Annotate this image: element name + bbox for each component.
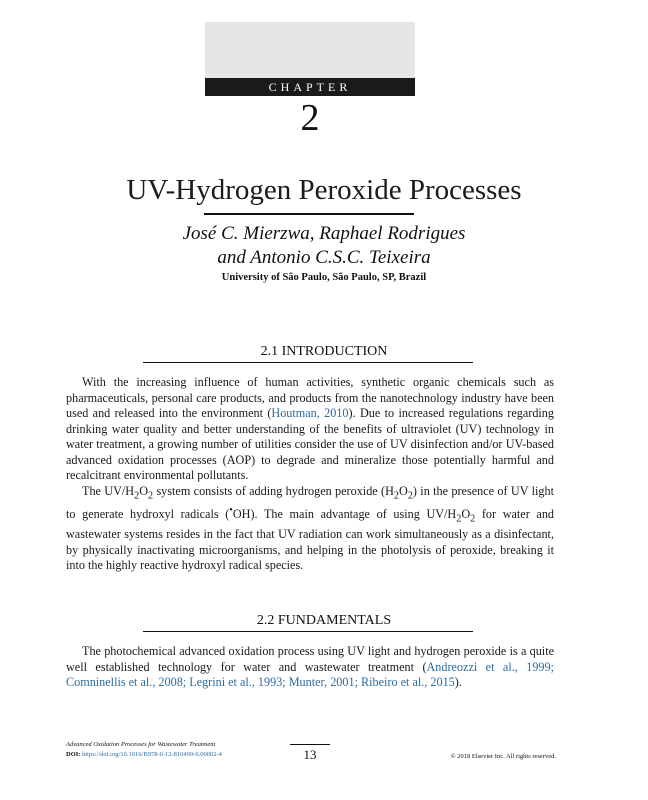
introduction-body: [66, 375, 554, 574]
copyright: © 2018 Elsevier Inc. All rights reserved.: [450, 753, 556, 760]
section-rule: [143, 362, 473, 363]
authors: [0, 222, 648, 270]
doi-line: DOI: https://doi.org/10.1016/B978-0-12-810499-6.00002-4: [66, 751, 222, 758]
fundamentals-body: [66, 644, 554, 691]
chapter-title: UV-Hydrogen Peroxide Processes: [126, 174, 522, 206]
page-number: 13: [303, 747, 317, 762]
section-heading-introduction: 2.1 INTRODUCTION: [260, 344, 388, 359]
book-title: Advanced Oxidation Processes for Wastewater Treatment: [66, 741, 216, 748]
footer-rule: [290, 744, 330, 745]
paragraph: The photochemical advanced oxidation process using UV light and hydrogen peroxide is a quite well established technology for water and wastewater treatment (Andreozzi et al., 1999; Comninellis et al., 2008; Legrini et al., 1993; Munter, 2001; Ribeiro et al., 2015).: [66, 644, 554, 689]
citation-link[interactable]: Houtman, 2010: [271, 406, 349, 420]
paragraph: The $UV/H_2O_2$ system consists of adding hydrogen peroxide $(H_2O_2)$ in the presence of UV light to generate hydroxyl radicals (•OH). The main advantage of using $UV/H_2O_2$ for water and wastewater systems resides in the fact that UV radiation can work simultaneously as a disinfectant, by physically inactivating microorganisms, and helping in the photolysis of peroxide, breaking it into the highly reactive hydroxyl radical species.: [66, 483, 555, 573]
section-heading-fundamentals: 2.2 FUNDAMENTALS: [256, 613, 392, 628]
authors-line-1: José C. Mierzwa, Raphael Rodrigues: [182, 223, 466, 244]
section-rule: [143, 631, 473, 632]
affiliation: University of São Paulo, São Paulo, SP, Brazil: [221, 272, 427, 283]
title-rule: [204, 213, 414, 215]
chapter-label: CHAPTER: [205, 78, 415, 96]
paragraph: With the increasing influence of human activities, synthetic organic chemicals such as pharmaceuticals, personal care products, and products from the nanotechnology industry have been used and released into the environment (Houtman, 2010). Due to increased regulations regarding drinking water quality and better understanding of the benefits of ultraviolet (UV) technology in water treatment, a growing number of utilities consider the use of UV disinfection and/or UV-based advanced oxidation processes (AOP) to degrade and mineralize those potentially harmful and recalcitrant environmental pollutants.: [66, 375, 554, 482]
citation-link[interactable]: Andreozzi et al., 1999; Comninellis et al., 2008; Legrini et al., 1993; Munter, 2001; Ribeiro et al., 2015: [66, 659, 554, 689]
chapter-number: 2: [300, 97, 320, 139]
doi-link[interactable]: https://doi.org/10.1016/B978-0-12-810499-6.00002-4: [82, 751, 222, 758]
authors-line-2: and Antonio C.S.C. Teixeira: [217, 247, 431, 268]
footer-book-info: [66, 740, 306, 760]
